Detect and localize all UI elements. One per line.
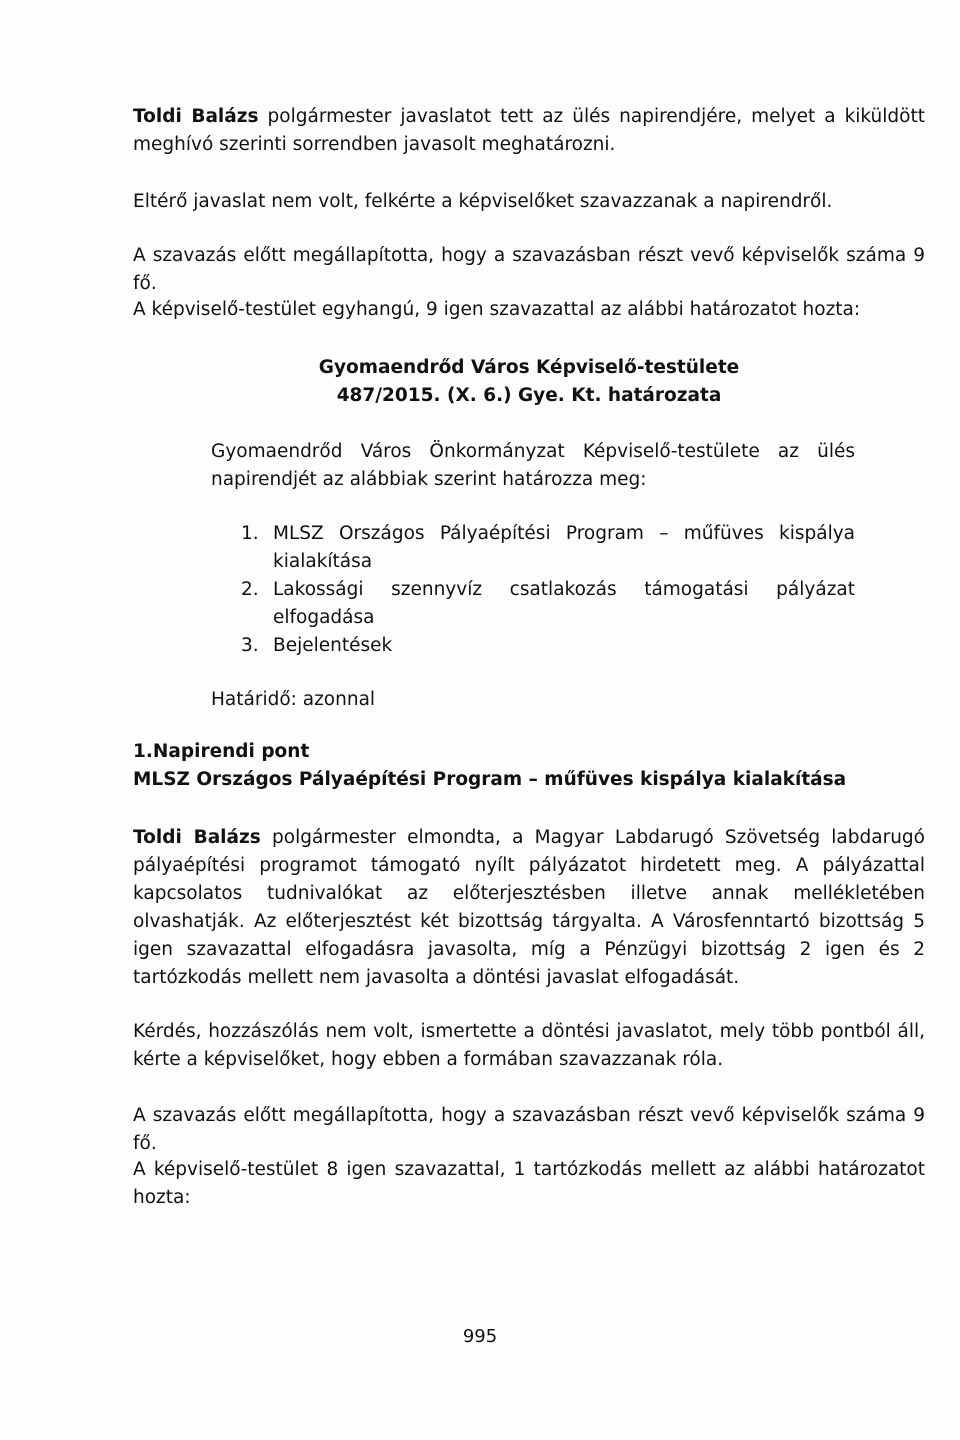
opening-text: polgármester javaslatot tett az ülés napirendjére, melyet a kiküldött meghívó szerinti sorrendben javasolt meghatározni. xyxy=(133,106,925,155)
agenda-item-text: Bejelentések xyxy=(273,635,393,656)
page-number: 995 xyxy=(462,1326,498,1347)
agenda-item-text: MLSZ Országos Pályaépítési Program – műfüves kispálya kialakítása xyxy=(273,523,855,572)
attendance-paragraph-2: A szavazás előtt megállapította, hogy a szavazásban részt vevő képviselők száma 9 fő. xyxy=(133,1105,925,1154)
mayor-report-text: polgármester elmondta, a Magyar Labdarugó Szövetség labdarugó pályaépítési programot támogató nyílt pályázatot hirdetett meg. A pályázattal kapcsolatos tudnivalókat az előterjesztésben illetve annak mellékletében olvashatják. Az előterjesztést két bizottság tárgyalta. A Városfenntartó bizottság 5 igen szavazattal elfogadásra javasolta, míg a Pénzügyi bizottság 2 igen és 2 tartózkodás mellett nem javasolta a döntési javaslat elfogadását. xyxy=(133,827,925,988)
deadline: Határidő: azonnal xyxy=(211,689,376,710)
agenda-list-item xyxy=(211,576,855,632)
agenda-list-item xyxy=(211,632,855,660)
agenda-point-heading: 1.Napirendi pont xyxy=(133,741,310,762)
vote-result-paragraph-2: A képviselő-testület 8 igen szavazattal, 1 tartózkodás mellett az alábbi határozatot hozta: xyxy=(133,1159,925,1208)
no-questions-paragraph: Kérdés, hozzászólás nem volt, ismertette a döntési javaslatot, mely több pontból áll, kérte a képviselőket, hogy ebben a formában szavazzanak róla. xyxy=(133,1021,925,1070)
attendance-paragraph: A szavazás előtt megállapította, hogy a szavazásban részt vevő képviselők száma 9 fő. xyxy=(133,245,925,294)
vote-result-paragraph: A képviselő-testület egyhangú, 9 igen szavazattal az alábbi határozatot hozta: xyxy=(133,299,861,320)
resolution-number: 487/2015. (X. 6.) Gye. Kt. határozata xyxy=(336,385,722,406)
agenda-item-text: Lakossági szennyvíz csatlakozás támogatási pályázat elfogadása xyxy=(273,579,855,628)
no-other-proposal-paragraph: Eltérő javaslat nem volt, felkérte a képviselőket szavazzanak a napirendről. xyxy=(133,191,833,212)
agenda-list-item xyxy=(211,520,855,576)
agenda-item-number: 2. xyxy=(241,579,259,600)
agenda-list xyxy=(211,520,855,660)
resolution-body-title: Gyomaendrőd Város Képviselő-testülete xyxy=(318,357,740,378)
resolution-text: Gyomaendrőd Város Önkormányzat Képviselő-testülete az ülés napirendjét az alábbiak szerint határozza meg: xyxy=(211,441,855,490)
mayor-name: Toldi Balázs xyxy=(133,106,259,127)
mayor-report-paragraph xyxy=(133,824,925,992)
agenda-item-number: 3. xyxy=(241,635,259,656)
opening-paragraph xyxy=(133,103,925,159)
mayor-name: Toldi Balázs xyxy=(133,827,261,848)
agenda-item-number: 1. xyxy=(241,523,259,544)
agenda-point-title: MLSZ Országos Pályaépítési Program – műfüves kispálya kialakítása xyxy=(133,769,847,790)
